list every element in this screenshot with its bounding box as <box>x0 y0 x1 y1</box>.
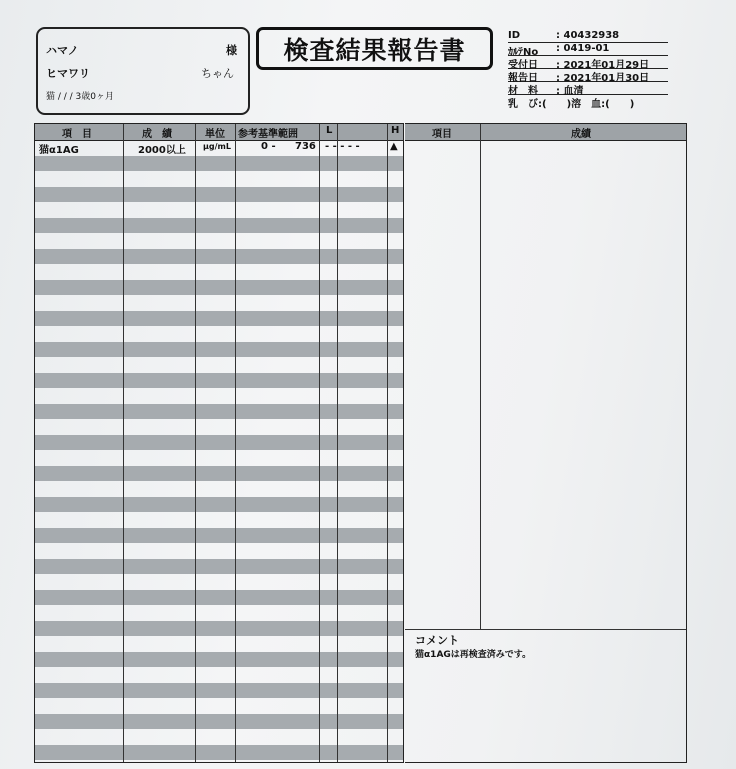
table-row <box>35 141 403 155</box>
row-band <box>35 528 403 543</box>
row-band <box>35 342 403 357</box>
pet-name: ヒマワリ <box>46 67 90 80</box>
secondary-header-item: 項目 <box>432 129 452 140</box>
column-divider <box>235 124 236 762</box>
row-band <box>35 714 403 729</box>
high-flag-icon: ▲ <box>390 141 398 152</box>
header-result: 成 績 <box>142 129 172 140</box>
column-divider <box>319 124 320 762</box>
secondary-results-panel <box>405 123 687 763</box>
result-unit: μg/mL <box>203 142 231 151</box>
range-low: 0 - <box>261 141 276 152</box>
owner-info-box <box>36 27 250 115</box>
reported-label: 報告日 <box>508 73 538 84</box>
pet-suffix: ちゃん <box>201 67 234 80</box>
row-band <box>35 311 403 326</box>
secondary-header <box>405 124 686 141</box>
reported-row <box>508 69 668 82</box>
report-info <box>508 30 668 110</box>
id-row <box>508 30 668 43</box>
row-band <box>35 280 403 295</box>
header-low: L <box>326 125 333 136</box>
row-band <box>35 683 403 698</box>
material-label: 材 料 <box>508 86 538 97</box>
header-unit: 単位 <box>205 129 225 140</box>
id-label: ID <box>508 30 521 41</box>
row-band <box>35 559 403 574</box>
comment-divider <box>405 629 686 630</box>
chart-label: ｶﾙﾃNo <box>508 47 539 58</box>
results-table-header <box>35 124 403 141</box>
row-band <box>35 497 403 512</box>
material-row <box>508 82 668 95</box>
chart-value: : 0419-01 <box>556 43 610 54</box>
id-value: : 40432938 <box>556 30 620 41</box>
row-band <box>35 466 403 481</box>
column-divider <box>480 124 481 629</box>
column-divider <box>337 124 338 762</box>
result-value: 2000以上 <box>138 145 186 156</box>
result-item: 猫α1AG <box>39 145 79 156</box>
row-band <box>35 187 403 202</box>
column-divider <box>387 124 388 762</box>
range-flags: - - - - - <box>325 141 360 152</box>
results-table <box>34 123 404 763</box>
header-item: 項 目 <box>62 129 92 140</box>
comment-title: コメント <box>415 634 459 647</box>
secondary-header-result: 成績 <box>571 129 591 140</box>
header-high: H <box>391 125 400 136</box>
row-band <box>35 404 403 419</box>
received-value: : 2021年01月29日 <box>556 60 650 71</box>
chyle-hemolysis-row <box>508 95 668 110</box>
material-value: : 血清 <box>556 86 584 97</box>
row-band <box>35 373 403 388</box>
received-row <box>508 56 668 69</box>
row-band <box>35 218 403 233</box>
column-divider <box>195 124 196 762</box>
row-band <box>35 249 403 264</box>
received-label: 受付日 <box>508 60 538 71</box>
chart-row <box>508 43 668 56</box>
row-band <box>35 621 403 636</box>
header-reference-range: 参考基準範囲 <box>238 129 298 140</box>
row-band <box>35 156 403 171</box>
row-band <box>35 435 403 450</box>
comment-text: 猫α1AGは再検査済みです。 <box>415 650 532 660</box>
report-title: 検査結果報告書 <box>256 27 493 70</box>
range-high: 736 <box>295 141 316 152</box>
row-band <box>35 590 403 605</box>
reported-value: : 2021年01月30日 <box>556 73 650 84</box>
row-band <box>35 745 403 760</box>
row-band <box>35 652 403 667</box>
owner-suffix: 様 <box>226 44 237 57</box>
chyle-hemolysis: 乳 び:( )溶 血:( ) <box>508 99 635 110</box>
species-age: 猫 / / / 3歳0ヶ月 <box>46 92 114 102</box>
column-divider <box>123 124 124 762</box>
owner-name: ハマノ <box>46 44 79 57</box>
